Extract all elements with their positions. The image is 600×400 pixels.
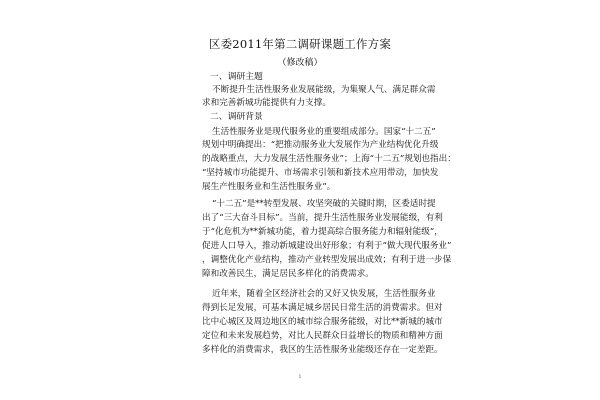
document-subtitle: （修改稿） xyxy=(277,58,323,68)
body-line: 障和改善民生，满足居民多样化的消费需求。 xyxy=(202,269,374,279)
body-line: 比中心城区及周边地区的城市综合服务能级，对比**新城的城市 xyxy=(202,317,443,327)
body-line: 近年来，随着全区经济社会的又好又快发展，生活性服务业 xyxy=(212,289,436,299)
body-line: 出了“三大奋斗目标”。当前，提升生活性服务业发展能级，有利 xyxy=(202,213,443,223)
body-line: 得到长足发展，可基本满足城乡居民日常生活的消费需求。但对 xyxy=(202,303,443,313)
section-heading-theme: 一、调研主题 xyxy=(210,72,263,82)
body-line: ，调整优化产业结构，推动产业转型发展出成效；有利于进一步保 xyxy=(202,255,452,265)
body-line: 于“化危机为**新城功能，着力提高综合服务能力和辐射能级”， xyxy=(202,227,443,237)
body-line: 展生产性服务业和生活性服务业”。 xyxy=(202,182,336,192)
body-line: 生活性服务业是现代服务业的重要组成部分。国家“十二五” xyxy=(212,127,436,137)
body-line: 促进人口导入，推动新城建设出好形象；有利于“做大现代服务业” xyxy=(202,241,452,251)
body-line: “十二五”是**转型发展、攻坚突破的关键时期，区委适时提 xyxy=(212,199,436,209)
body-line: 不断提升生活性服务业发展能级，为集聚人气、满足群众需 xyxy=(212,85,436,95)
body-line: 规划中明确提出：“把推动服务业大发展作为产业结构优化升级 xyxy=(202,140,439,150)
body-line: 求和完善新城功能提供有力支撑。 xyxy=(202,98,331,108)
section-heading-background: 二、调研背景 xyxy=(210,112,263,122)
body-line: “坚持城市功能提升、市场需求引领和新技术应用带动，加快发 xyxy=(202,168,439,178)
body-line: 的战略重点，大力发展生活性服务业”；上海“十二五”规划也指出： xyxy=(202,154,456,164)
body-line: 定位和未来发展趋势，对比人民群众日益增长的物质和精神方面 xyxy=(202,331,443,341)
body-line: 多样化的消费需求，我区的生活性服务业能级还存在一定差距。 xyxy=(202,345,443,355)
page-number: 1 xyxy=(298,374,302,380)
document-title: 区委2011年第二调研课题工作方案 xyxy=(208,37,392,51)
